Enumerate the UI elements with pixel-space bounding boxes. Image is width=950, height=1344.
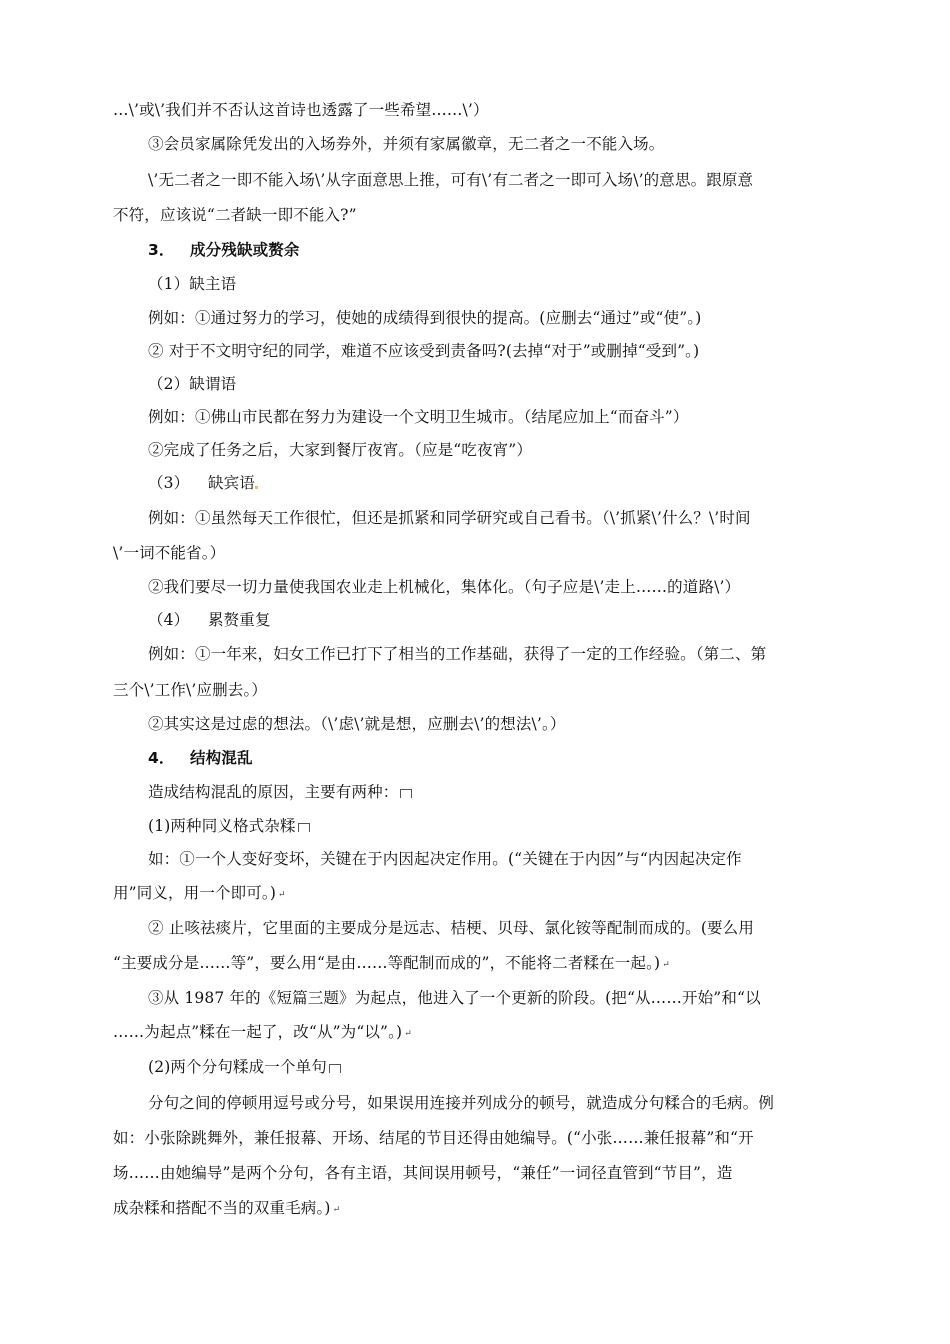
text-line: 成杂糅和搭配不当的双重毛病。) ↵ <box>113 1198 340 1220</box>
section-number: 3． <box>148 241 175 259</box>
section-heading: 成分残缺或赘余 <box>190 241 300 259</box>
text-line: 用”同义，用一个即可。) ↵ <box>113 883 286 905</box>
text-line: 例如：①一年来，妇女工作已打下了相当的工作基础，获得了一定的工作经验。（第二、第 <box>148 645 767 663</box>
subsection-number: （4） <box>148 611 190 629</box>
text-line: 例如：①通过努力的学习，使她的成绩得到很快的提高。(应删去“通过”或“使”。) <box>148 309 702 327</box>
line-break-mark-icon <box>298 823 310 832</box>
text-line: 场……由她编导”是两个分句，各有主语，其间误用顿号，“兼任”一词径直管到“节目”，造 <box>113 1164 733 1182</box>
subsection-heading: （1）缺主语 <box>148 275 237 293</box>
subsection-heading: （2）缺谓语 <box>148 375 237 393</box>
text-line: 三个\’工作\’应删去。） <box>113 681 267 699</box>
line-break-mark-icon <box>400 789 412 798</box>
text-line: “主要成分是……等”，要么用“是由……等配制而成的”，不能将二者糅在一起。) ↵ <box>113 953 670 975</box>
text-line: ……为起点”糅在一起了，改“从”为“以”。) ↵ <box>113 1022 412 1044</box>
line-break-mark-icon <box>329 1064 341 1073</box>
subsection-heading: (2)两个分句糅成一个单句 <box>148 1057 341 1077</box>
text-line: 如：小张除跳舞外，兼任报幕、开场、结尾的节目还得由她编导。(“小张……兼任报幕”和“开 <box>113 1129 754 1147</box>
text-line: 不符，应该说“二者缺一即不能入?” <box>113 206 357 224</box>
text-line: ② 对于不文明守纪的同学，难道不应该受到责备吗?(去掉“对于”或删掉“受到”。) <box>148 342 700 360</box>
subsection-heading: 累赘重复 <box>208 611 271 629</box>
text-line: ③从 1987 年的《短篇三题》为起点，他进入了一个更新的阶段。(把“从……开始”和“以 <box>148 989 761 1007</box>
return-mark-icon: ↵ <box>332 1205 341 1215</box>
section-number: 4． <box>148 749 175 767</box>
subsection-heading: 缺宾语 <box>208 473 258 493</box>
return-mark-icon: ↵ <box>662 960 670 970</box>
section-heading: 结构混乱 <box>190 749 253 767</box>
text-line: ②其实这是过虑的想法。（\’虑\’就是想，应删去\’的想法\’。） <box>148 715 566 733</box>
text-line: 造成结构混乱的原因，主要有两种： <box>148 782 412 802</box>
text-line: 例如：①虽然每天工作很忙，但还是抓紧和同学研究或自己看书。（\’抓紧\’什么？\’时间 <box>148 509 751 527</box>
text-line: 如：①一个人变好变坏，关键在于内因起决定作用。(“关键在于内因”与“内因起决定作 <box>148 850 742 868</box>
return-mark-icon: ↵ <box>404 1029 412 1039</box>
text-line: \’无二者之一即不能入场\’从字面意思上推，可有\’有二者之一即可入场\’的意思。跟原意 <box>148 171 754 189</box>
text-line: 分句之间的停顿用逗号或分号，如果误用连接并列成分的顿号，就造成分句糅合的毛病。例 <box>148 1094 775 1112</box>
text-line: \’一词不能省。） <box>113 544 226 562</box>
text-line: ③会员家属除凭发出的入场券外，并须有家属徽章，无二者之一不能入场。 <box>148 135 665 153</box>
format-mark-icon <box>255 486 258 489</box>
return-mark-icon: ↵ <box>278 890 286 900</box>
subsection-number: （3） <box>148 474 190 492</box>
text-line: …\’或\’我们并不否认这首诗也透露了一些希望……\’） <box>113 101 489 119</box>
text-line: 例如：①佛山市民都在努力为建设一个文明卫生城市。（结尾应加上“而奋斗”） <box>148 408 689 426</box>
subsection-heading: (1)两种同义格式杂糅 <box>148 816 310 836</box>
text-line: ②我们要尽一切力量使我国农业走上机械化，集体化。（句子应是\’走上……的道路\’） <box>148 578 741 596</box>
text-line: ②完成了任务之后，大家到餐厅夜宵。（应是“吃夜宵”） <box>148 441 532 459</box>
text-line: ② 止咳祛痰片，它里面的主要成分是远志、桔梗、贝母、氯化铵等配制而成的。(要么用 <box>148 919 754 937</box>
